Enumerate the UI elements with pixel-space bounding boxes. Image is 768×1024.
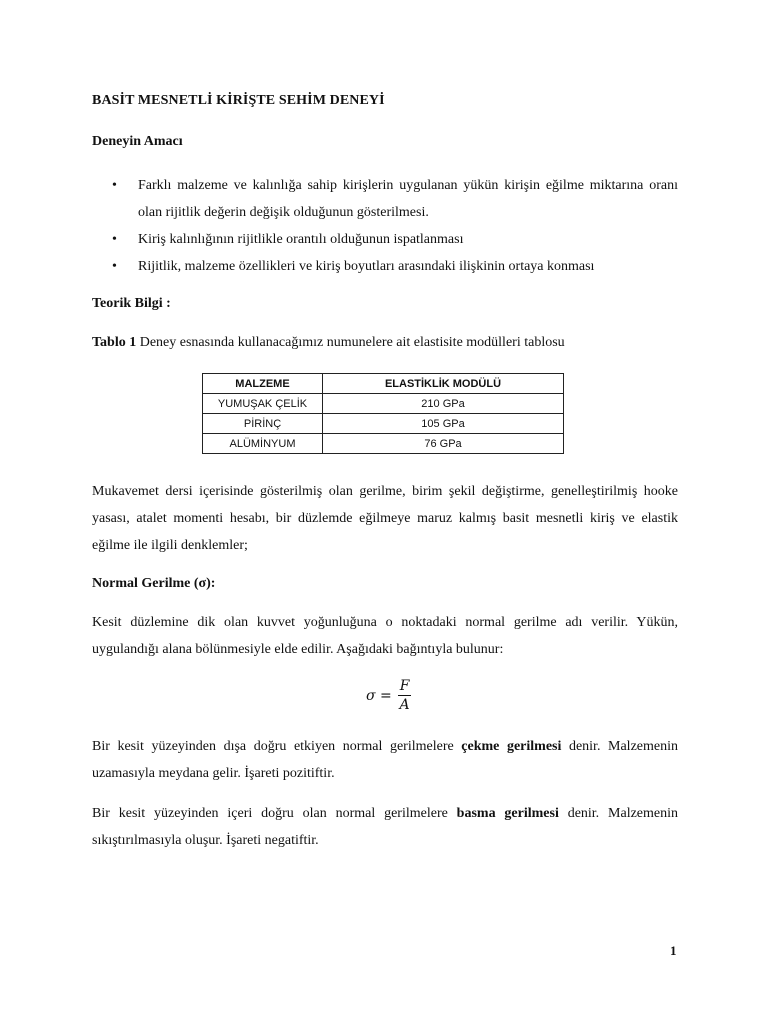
formula-lhs: σ = <box>366 688 392 704</box>
compression-term: basma gerilmesi <box>456 806 559 821</box>
table-caption-label: Tablo 1 <box>92 335 137 350</box>
table-cell-modulus: 210 GPa <box>323 394 564 414</box>
purpose-bullet: • Rijitlik, malzeme özellikleri ve kiriş boyutları arasındaki ilişkinin ortaya konması <box>92 253 678 280</box>
table-header-row <box>203 374 564 394</box>
formula-denominator: A <box>399 697 410 713</box>
purpose-heading: Deneyin Amacı <box>92 134 183 149</box>
theory-heading: Teorik Bilgi : <box>92 296 171 311</box>
tension-term: çekme gerilmesi <box>461 739 562 754</box>
tension-text-after: denir. Malzemenin uzamasıyla meydana gelir. İşareti pozitiftir. <box>92 739 678 781</box>
formula-numerator: F <box>399 678 410 694</box>
tension-paragraph <box>92 733 678 787</box>
table-header-modulus: ELASTİKLİK MODÜLÜ <box>323 374 564 394</box>
normal-stress-paragraph: Kesit düzlemine dik olan kuvvet yoğunluğuna o noktadaki normal gerilme adı verilir. Yükün, uygulandığı alana bölünmesiyle elde edilir. Aşağıdaki bağıntıyla bulunur: <box>92 615 678 657</box>
compression-paragraph <box>92 800 678 854</box>
table-cell-modulus: 105 GPa <box>323 414 564 434</box>
table-row <box>203 394 564 414</box>
formula-fraction <box>398 678 412 714</box>
table-header-material: MALZEME <box>203 374 323 394</box>
table-cell-modulus: 76 GPa <box>323 434 564 454</box>
elastic-modulus-table <box>202 373 564 454</box>
page-number: 1 <box>670 943 677 958</box>
intro-paragraph: Mukavemet dersi içerisinde gösterilmiş olan gerilme, birim şekil değiştirme, genelleştirilmiş hooke yasası, atalet momenti hesabı, bir düzlemde eğilmeye maruz kalmış basit mesnetli kiriş ve elastik eğilme ile ilgili denklemler; <box>92 484 678 553</box>
table-row <box>203 434 564 454</box>
table-row <box>203 414 564 434</box>
compression-text-after: denir. Malzemenin sıkıştırılmasıyla oluşur. İşareti negatiftir. <box>92 806 679 848</box>
table-cell-material: YUMUŞAK ÇELİK <box>203 394 323 414</box>
table-caption-text: Deney esnasında kullanacağımız numunelere ait elastisite modülleri tablosu <box>136 335 565 350</box>
compression-text-before: Bir kesit yüzeyinden içeri doğru olan normal gerilmelere <box>92 806 457 821</box>
purpose-bullet: • Farklı malzeme ve kalınlığa sahip kirişlerin uygulanan yükün kirişin eğilme miktarına oranı olan rijitlik değerin değişik olduğunun gösterilmesi. <box>92 172 678 226</box>
document-title: BASİT MESNETLİ KİRİŞTE SEHİM DENEYİ <box>92 93 385 108</box>
purpose-bullet: • Kiriş kalınlığının rijitlikle orantılı olduğunun ispatlanması <box>92 226 678 253</box>
table-caption <box>92 335 565 351</box>
table-cell-material: PİRİNÇ <box>203 414 323 434</box>
tension-text-before: Bir kesit yüzeyinden dışa doğru etkiyen normal gerilmelere <box>92 739 462 754</box>
purpose-bullet-list <box>92 172 678 280</box>
table-cell-material: ALÜMİNYUM <box>203 434 323 454</box>
normal-stress-heading: Normal Gerilme (σ): <box>92 576 216 591</box>
normal-stress-formula <box>366 678 411 714</box>
